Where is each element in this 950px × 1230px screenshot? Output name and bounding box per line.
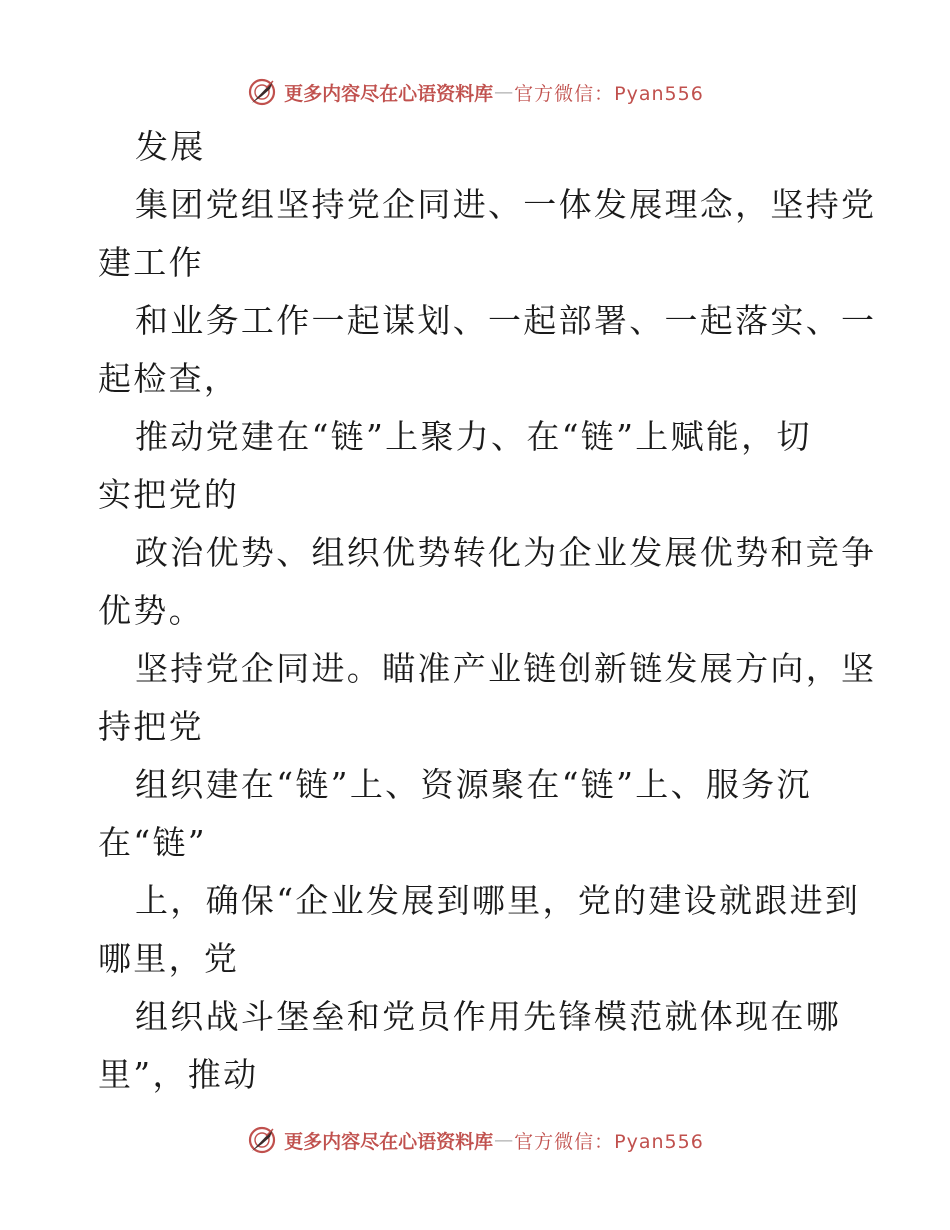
- header-brand-text: 更多内容尽在心语资料库: [284, 82, 494, 105]
- paragraph-line: 组织建在“链”上、资源聚在“链”上、服务沉: [135, 765, 812, 804]
- paragraph-line: 建工作: [98, 243, 204, 282]
- paragraph-line: 起检查，: [98, 359, 240, 398]
- document-body: [98, 118, 877, 1104]
- paragraph-line: 组织战斗堡垒和党员作用先锋模范就体现在哪: [135, 997, 841, 1036]
- paragraph-line: 持把党: [98, 707, 204, 746]
- footer-brand-text: 更多内容尽在心语资料库: [284, 1130, 494, 1153]
- paragraph-line: 里”，推动: [98, 1055, 259, 1094]
- paragraph-line: 上，确保“企业发展到哪里，党的建设就跟进到: [135, 881, 861, 920]
- quill-logo-icon: [246, 76, 278, 108]
- paragraph-line: 和业务工作一起谋划、一起部署、一起落实、一: [135, 301, 877, 340]
- paragraph-line: 政治优势、组织优势转化为企业发展优势和竞争: [135, 533, 877, 572]
- paragraph-line: 优势。: [98, 591, 204, 630]
- paragraph-line: 哪里，党: [98, 939, 240, 978]
- paragraph-line: 实把党的: [98, 475, 240, 514]
- quill-logo-icon: [246, 1124, 278, 1156]
- header-wechat-text: 官方微信：Pyan556: [514, 82, 704, 105]
- paragraph-line: 推动党建在“链”上聚力、在“链”上赋能，切: [135, 417, 812, 456]
- paragraph-line: 在“链”: [98, 823, 207, 862]
- header-separator: —: [494, 81, 514, 103]
- paragraph-line: 发展: [135, 127, 206, 166]
- paragraph-line: 集团党组坚持党企同进、一体发展理念，坚持党: [135, 185, 877, 224]
- paragraph-line: 坚持党企同进。瞄准产业链创新链发展方向，坚: [135, 649, 877, 688]
- footer-wechat-text: 官方微信：Pyan556: [514, 1130, 704, 1153]
- footer-separator: —: [494, 1129, 514, 1151]
- footer-banner: [0, 1120, 950, 1160]
- header-banner: [0, 72, 950, 112]
